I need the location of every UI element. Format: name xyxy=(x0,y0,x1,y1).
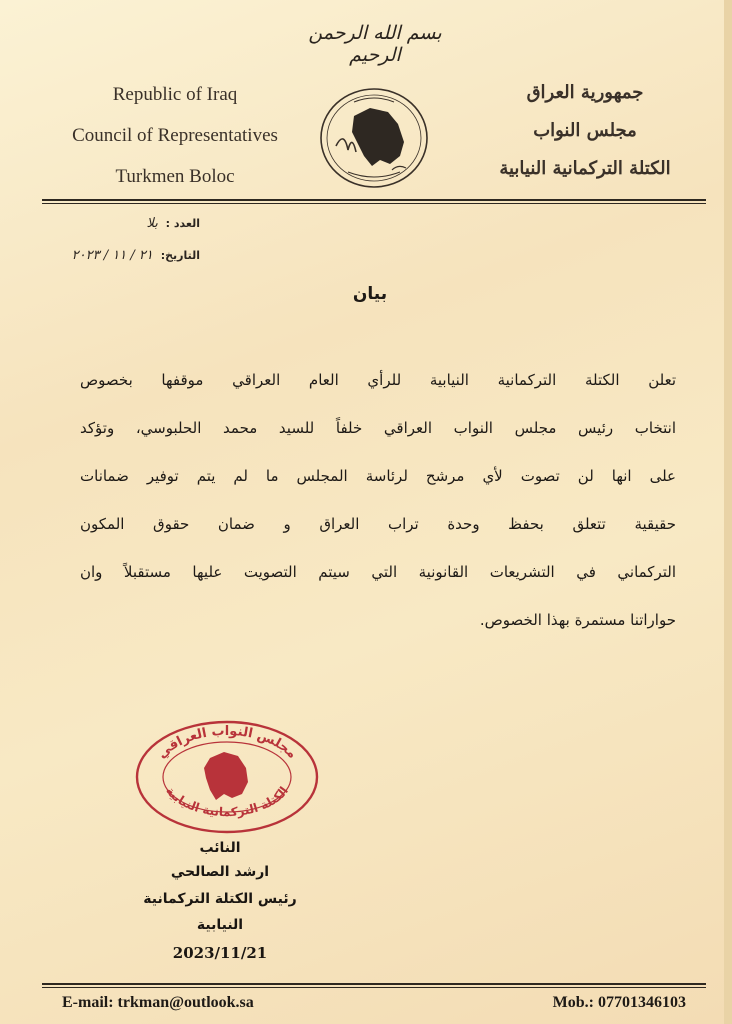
reference-number xyxy=(146,216,200,231)
header-divider xyxy=(42,199,706,201)
page-edge xyxy=(724,0,732,1024)
signature-date: 2023/11/21 xyxy=(172,944,268,962)
english-country: Republic of Iraq xyxy=(112,84,238,105)
stamp-bottom-text: الكتلة التركمانية النيابية xyxy=(162,783,292,820)
header-divider-thin xyxy=(42,203,706,204)
date-label: التاريخ: xyxy=(160,249,200,262)
body-line: على انها لن تصوت لأي مرشح لرئاسة المجلس ما لم يتم توفير ضمانات xyxy=(80,467,676,485)
body-line: حقيقية تتعلق بحفظ وحدة تراب العراق و ضمان حقوق المكون xyxy=(80,515,676,533)
footer-divider-thin xyxy=(42,987,706,988)
footer-divider xyxy=(42,983,706,985)
footer-email: E-mail: trkman@outlook.sa xyxy=(62,994,254,1011)
body-line: تعلن الكتلة التركمانية النيابية للرأي العام العراقي موقفها بخصوص xyxy=(80,371,676,389)
basmala: بسم الله الرحمن الرحيم xyxy=(308,22,442,66)
signer-name: ارشد الصالحي xyxy=(170,864,270,880)
number-value: بلا xyxy=(146,216,158,231)
arabic-letterhead xyxy=(490,74,680,188)
body-line: حواراتنا مستمرة بهذا الخصوص. xyxy=(479,611,676,629)
statement-title: بيان xyxy=(352,284,388,304)
english-bloc: Turkmen Boloc xyxy=(115,166,235,187)
signer-role: النائب xyxy=(199,840,241,856)
arabic-council: مجلس النواب xyxy=(533,120,637,141)
body-line: انتخاب رئيس مجلس النواب العراقي خلفاً للسيد محمد الحلبوسي، وتؤكد xyxy=(80,419,676,437)
official-stamp xyxy=(134,718,320,836)
statement-body xyxy=(80,356,676,644)
english-council: Council of Representatives xyxy=(72,125,278,146)
stamp-top-text: مجلس النواب العراقي xyxy=(154,723,300,762)
arabic-bloc: الكتلة التركمانية النيابية xyxy=(499,158,671,179)
reference-date xyxy=(72,248,200,263)
iraq-map-emblem xyxy=(318,86,430,190)
signature-block xyxy=(140,838,300,968)
footer-mobile: Mob.: 07701346103 xyxy=(552,994,686,1011)
body-line: التركماني في التشريعات القانونية التي سيتم التصويت عليها مستقبلاً وان xyxy=(80,563,676,581)
signer-position: رئيس الكتلة التركمانية النيابية xyxy=(143,891,297,933)
date-value: ٢١ / ١١ / ٢٠٢٣ xyxy=(71,248,153,263)
arabic-country: جمهورية العراق xyxy=(526,82,644,103)
number-label: العدد : xyxy=(165,217,200,230)
english-letterhead xyxy=(60,74,290,197)
